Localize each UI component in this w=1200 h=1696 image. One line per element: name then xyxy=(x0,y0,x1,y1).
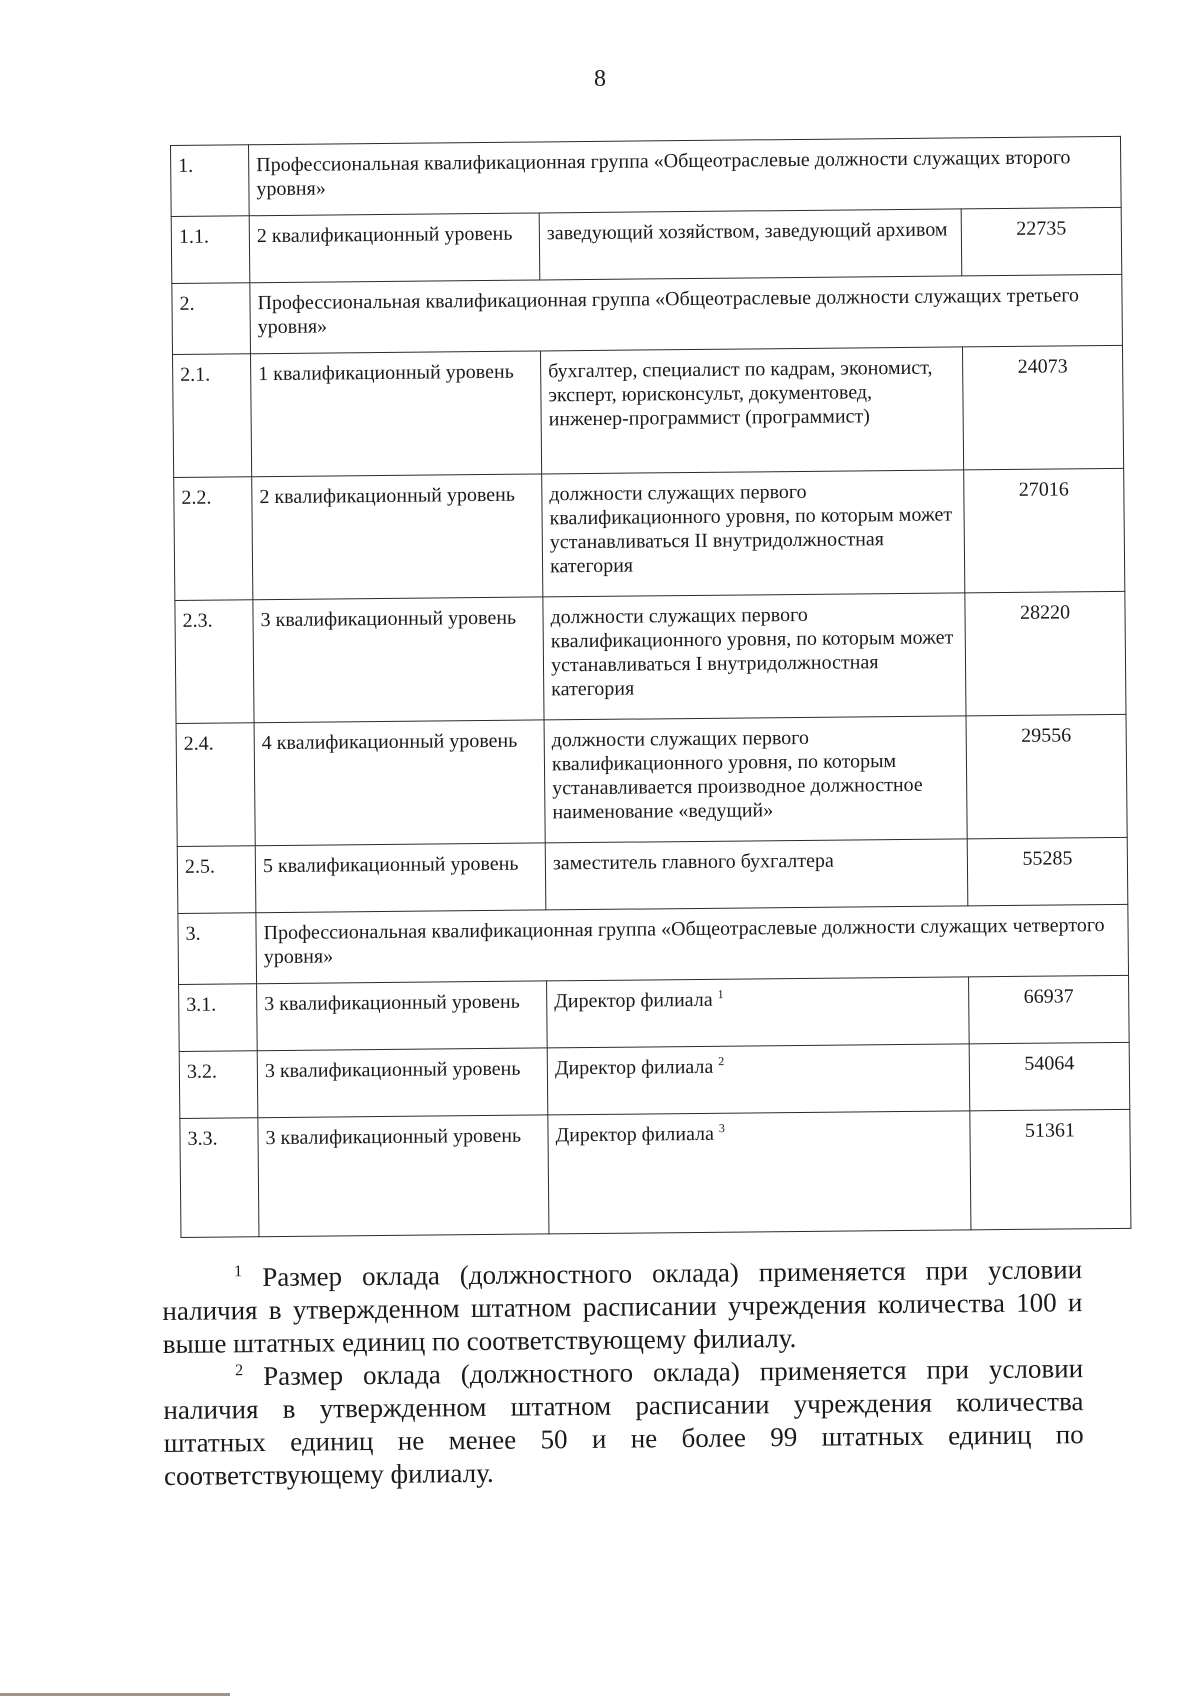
row-number: 2.3. xyxy=(175,600,254,724)
qualification-level: 3 квалификационный уровень xyxy=(258,1115,549,1237)
group-title: Профессиональная квалификационная группа «Общеотраслевые должности служащих четвертого уровня» xyxy=(256,904,1129,983)
position-name xyxy=(548,1111,971,1234)
footnote-text: Размер оклада (должностного оклада) применяется при условии наличия в утвержденном штатном расписании учреждения количества штатных единиц не менее 50 и не более 99 штатных единиц по соответствующему филиалу. xyxy=(163,1353,1084,1491)
footnote xyxy=(162,1253,1083,1361)
salary-value: 27016 xyxy=(964,468,1125,593)
group-number: 1. xyxy=(171,145,250,217)
salary-table-container xyxy=(170,136,1130,1238)
qualification-level: 3 квалификационный уровень xyxy=(257,1048,548,1118)
group-title: Профессиональная квалификационная группа «Общеотраслевые должности служащих второго уровня» xyxy=(249,136,1122,215)
position-name: должности служащих первого квалификационного уровня, по которым может устанавливаться I внутридолжностная категория xyxy=(543,593,966,720)
row-number: 3.3. xyxy=(180,1118,259,1238)
qualification-level: 4 квалификационный уровень xyxy=(254,720,545,846)
group-row xyxy=(178,904,1129,984)
position-name: бухгалтер, специалист по кадрам, экономист, эксперт, юрисконсульт, документовед, инженер-программист (программист) xyxy=(540,347,963,474)
salary-value: 55285 xyxy=(967,837,1128,906)
footnote-mark: 3 xyxy=(718,1121,725,1136)
position-text: Директор филиала xyxy=(555,1122,715,1147)
table-row xyxy=(177,837,1128,913)
footnote-mark: 1 xyxy=(234,1262,243,1281)
group-title: Профессиональная квалификационная группа «Общеотраслевые должности служащих третьего уровня» xyxy=(250,274,1123,353)
table-row xyxy=(180,1109,1131,1237)
position-name xyxy=(547,1044,970,1115)
table-row xyxy=(173,345,1124,477)
salary-table xyxy=(170,136,1131,1238)
group-number: 3. xyxy=(178,913,257,985)
footnote-text: Размер оклада (должностного оклада) применяется при условии наличия в утвержденном штатном расписании учреждения количества 100 и выше штатных единиц по соответствующему филиалу. xyxy=(162,1254,1083,1359)
salary-value: 66937 xyxy=(969,975,1130,1044)
row-number: 2.1. xyxy=(173,354,252,478)
footnote-mark: 1 xyxy=(717,987,724,1002)
position-name: заместитель главного бухгалтера xyxy=(545,839,968,910)
footnote-mark: 2 xyxy=(718,1054,725,1069)
row-number: 3.1. xyxy=(179,984,258,1052)
salary-value: 51361 xyxy=(970,1109,1131,1230)
qualification-level: 1 квалификационный уровень xyxy=(251,351,542,477)
position-text: Директор филиала xyxy=(554,1055,714,1080)
qualification-level: 3 квалификационный уровень xyxy=(257,981,548,1051)
qualification-level: 5 квалификационный уровень xyxy=(255,843,546,913)
qualification-level: 3 квалификационный уровень xyxy=(253,597,544,723)
row-number: 2.2. xyxy=(174,477,253,601)
salary-value: 28220 xyxy=(965,591,1126,716)
footnotes xyxy=(162,1253,1084,1493)
page-number: 8 xyxy=(594,66,606,92)
qualification-level: 2 квалификационный уровень xyxy=(252,474,543,600)
position-text: Директор филиала xyxy=(554,988,713,1013)
row-number: 3.2. xyxy=(179,1051,258,1119)
table-row xyxy=(176,714,1127,846)
table-row xyxy=(179,1042,1130,1118)
position-name: должности служащих первого квалификационного уровня, по которым устанавливается производное должностное наименование «ведущий» xyxy=(544,716,967,843)
table-row xyxy=(179,975,1130,1051)
position-name xyxy=(547,977,970,1048)
qualification-level: 2 квалификационный уровень xyxy=(249,213,540,283)
table-row xyxy=(174,468,1125,600)
group-number: 2. xyxy=(172,283,251,355)
table-row xyxy=(175,591,1126,723)
row-number: 2.4. xyxy=(176,723,255,847)
table-row xyxy=(171,207,1122,283)
row-number: 2.5. xyxy=(177,846,256,914)
position-name: заведующий хозяйством, заведующий архивом xyxy=(539,209,962,280)
footnote xyxy=(163,1352,1084,1493)
salary-value: 29556 xyxy=(966,714,1127,839)
salary-value: 54064 xyxy=(969,1042,1130,1111)
group-row xyxy=(171,136,1122,216)
position-name: должности служащих первого квалификационного уровня, по которым может устанавливаться II внутридолжностная категория xyxy=(542,470,965,597)
group-row xyxy=(172,274,1123,354)
salary-value: 24073 xyxy=(962,345,1123,470)
row-number: 1.1. xyxy=(171,216,250,284)
salary-value: 22735 xyxy=(961,207,1122,276)
footnote-mark: 2 xyxy=(234,1361,244,1380)
